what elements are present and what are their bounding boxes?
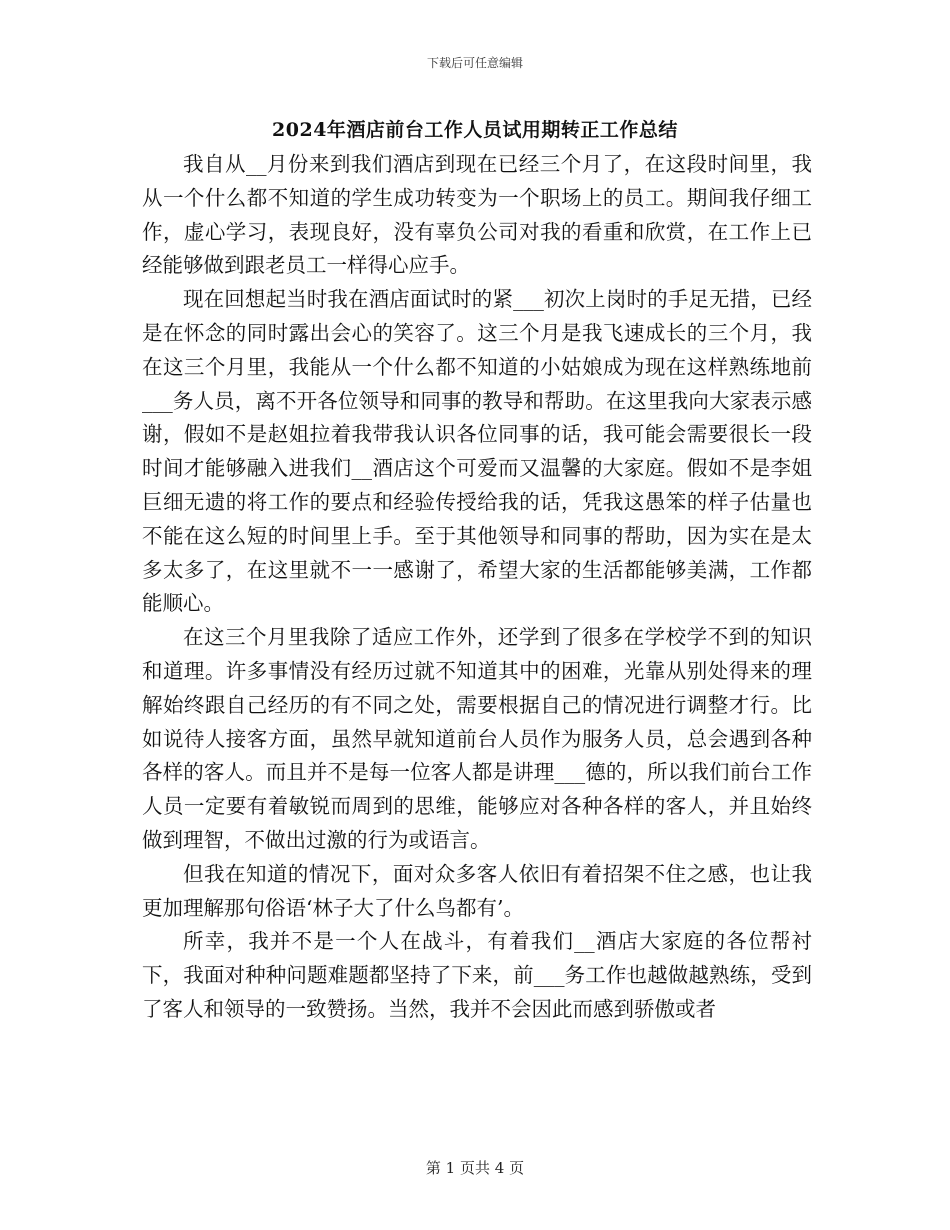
paragraph-4: 但我在知道的情况下，面对众多客人依旧有着招架不住之感，也让我更加理解那句俗语‘林子大了什么鸟都有’。: [142, 861, 812, 920]
paragraph-1: 我自从__月份来到我们酒店到现在已经三个月了，在这段时间里，我从一个什么都不知道的学生成功转变为一个职场上的员工。期间我仔细工作，虚心学习，表现良好，没有辜负公司对我的看重和欣赏，在工作上已经能够做到跟老员工一样得心应手。: [142, 152, 812, 278]
paragraph-2: 现在回想起当时我在酒店面试时的紧___初次上岗时的手足无措，已经是在怀念的同时露出会心的笑容了。这三个月是我飞速成长的三个月，我在这三个月里，我能从一个什么都不知道的小姑娘成为现在这样熟练地前___务人员，离不开各位领导和同事的教导和帮助。在这里我向大家表示感谢，假如不是赵姐拉着我带我认识各位同事的话，我可能会需要很长一段时间才能够融入进我们__酒店这个可爱而又温馨的大家庭。假如不是李姐巨细无遗的将工作的要点和经验传授给我的话，凭我这愚笨的样子估量也不能在这么短的时间里上手。至于其他领导和同事的帮助，因为实在是太多太多了，在这里就不一一感谢了，希望大家的生活都能够美满，工作都能顺心。: [142, 287, 812, 616]
document-body: [142, 148, 812, 1027]
document-title: 2024年酒店前台工作人员试用期转正工作总结: [272, 119, 678, 141]
page-number: 第 1 页共 4 页: [425, 1159, 525, 1177]
paragraph-3: 在这三个月里我除了适应工作外，还学到了很多在学校学不到的知识和道理。许多事情没有经历过就不知道其中的困难，光靠从别处得来的理解始终跟自己经历的有不同之处，需要根据自己的情况进行调整才行。比如说待人接客方面，虽然早就知道前台人员作为服务人员，总会遇到各种各样的客人。而且并不是每一位客人都是讲理___德的，所以我们前台工作人员一定要有着敏锐而周到的思维，能够应对各种各样的客人，并且始终做到理智，不做出过激的行为或语言。: [142, 625, 812, 852]
paragraph-5: 所幸，我并不是一个人在战斗，有着我们__酒店大家庭的各位帮衬下，我面对种种问题难题都坚持了下来，前___务工作也越做越熟练，受到了客人和领导的一致赞扬。当然，我并不会因此而感到骄傲或者: [142, 929, 812, 1021]
header-note: 下载后可任意编辑: [426, 56, 523, 70]
